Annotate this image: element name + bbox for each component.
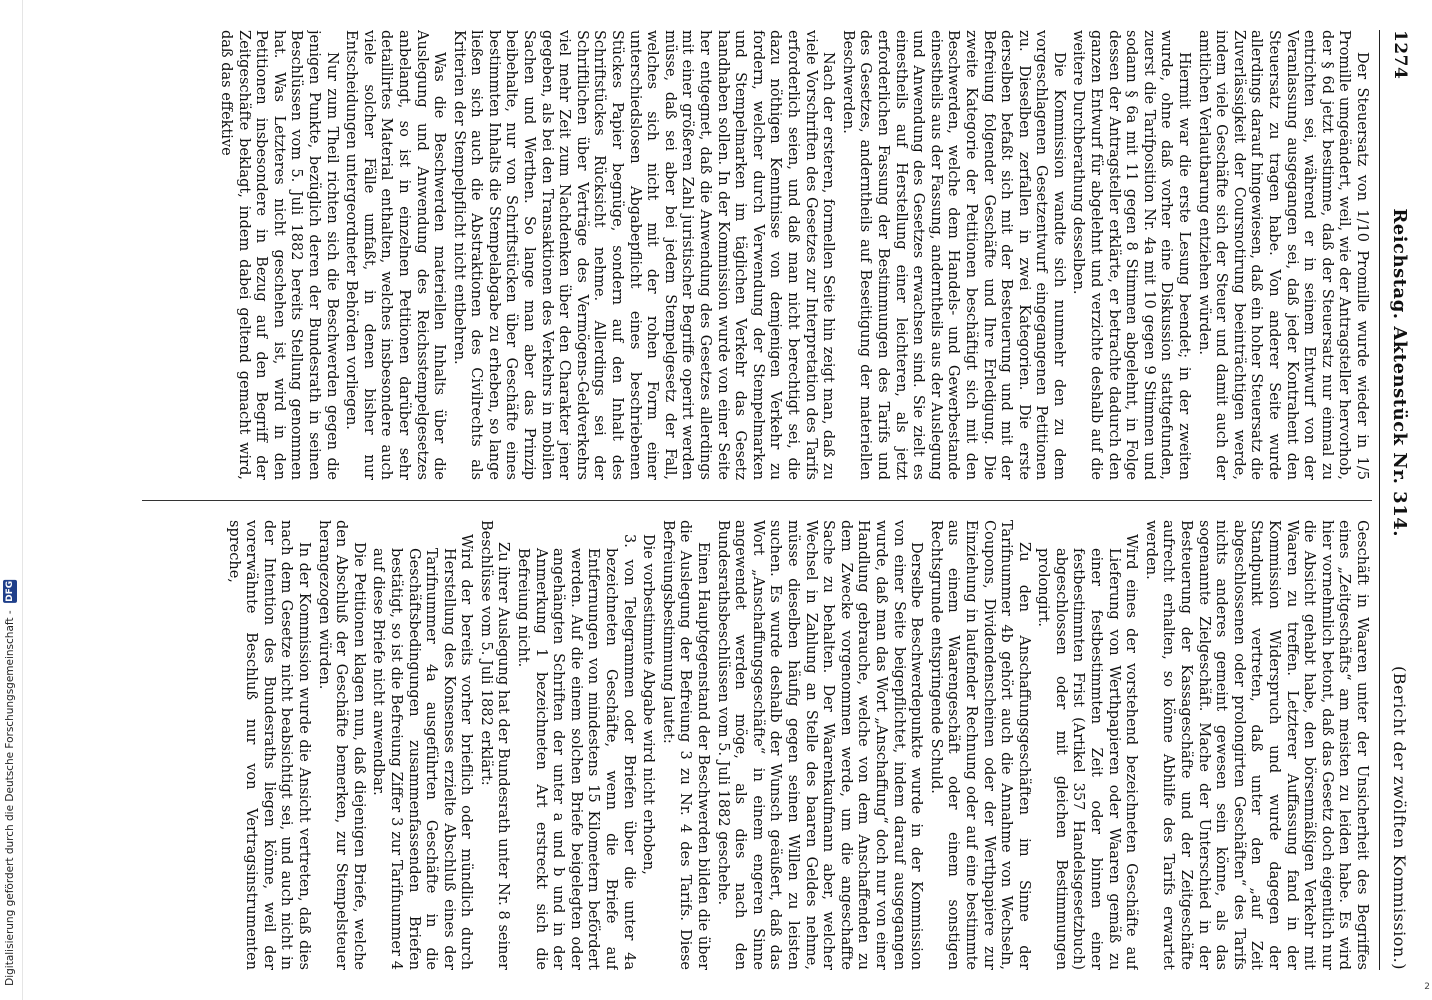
quoted-provision: 3. von Telegrammen oder Briefen über die unter 4a bezeichneten Geschäfte, wenn die Briefe auf Entfernungen von mindestens 15 Kilometern befördert werden. Auf die einem solchen Briefe beigelegten oder angehängten Schriften der unter a und b und in der Anmerkung 1 bezeichneten Art erstreckt sich die Befreiung nicht. [515, 534, 637, 970]
paragraph: Der Steuersatz von 1/10 Promille wurde wieder in 1/5 Promille umgeändert, weil, wie der Antragsteller hervorhob, der § 6d jetzt bestimme, daß der Steuersatz nur einmal zu entrichten sei, während er in seinem Entwurf von der Veranlassung ausgegangen sei, daß jeder Kontrahent den Steuersatz zu tragen habe. Von anderer Seite wurde allerdings darauf hingewiesen, daß ein hoher Steuersatz die Zuverlässigkeit der Coursnotirung beeinträchtigen werde, indem viele Geschäfte sich der Steuer und damit auch der amtlichen Verlautbarung entziehen würden. [1195, 30, 1370, 480]
paragraph: Zu ihrer Auslegung hat der Bundesrath unter Nr. 8 seiner Beschlüsse vom 5. Juli 1882 erklärt: [477, 520, 512, 970]
paragraph: Die Petitionen klagen nun, daß diejenigen Briefe, welche den Abschluß der Geschäfte bemerken, zur Stempelsteuer herangezogen würden. [315, 520, 367, 970]
right-text-column [140, 520, 1370, 970]
paragraph: Nach der ersteren, formellen Seite hin zeigt man, daß zu viele Vorschriften des Gesetzes zur Interpretation des Tarifs erforderlich seien, und daß man nicht berechtigt sei, die dazu nöthigen Kenntnisse von demjenigen Verkehr zu fordern, welcher durch Verwendung der Stempelmarken und Stempelmarken im täglichen Verkehr das Gesetz handhaben sollen. In der Kommission wurde von einer Seite her entgegnet, daß die Anwendung des Gesetzes allerdings mit einer größeren Zahl juristischer Begriffe operirt werden müsse, daß sei aber bei jedem Stempelgesetz der Fall, welches sich nicht mit der rohen Form einer unterschiedslosen Abgabepflicht eines beschriebenen Stückes Papier begnüge, sondern auf den Inhalt des Schriftstückes Rücksicht nehme. Allerdings sei der Schriftlichen über Verträge des Vermögens-Geldverkehrs viel mehr Zeit zum Nachdenken über den Charakter jener gegeben, als bei den Transaktionen des Verkehrs in mobilen Sachen und Werthen. So lange man aber das Prinzip beibehalte, nur von Schriftstücken über Geschäfte eines bestimmten Inhalts die Stempelabgabe zu erheben, so lange ließen sich auch die Abstraktionen des Civilrechts als Kriterien der Stempelpflicht nicht entbehren. [450, 30, 837, 480]
rotated-scan [130, 30, 1420, 970]
quoted-provision: Wird der bereits vorher brieflich oder mündlich durch Herstellung des Konsenses erzielte Abschluß eines der Tarifnummer 4a ausgeführten Geschäfte in die Geschäftsbedingungen zusammenfassenden Briefen bestätigt, so ist die Befreiung Ziffer 3 zur Tarifnummer 4 auf diese Briefe nicht anwendbar. [370, 534, 475, 970]
dfg-logo: DFG [5, 581, 15, 603]
paragraph: Hiermit war die erste Lesung beendet; in der zweiten wurde, ohne daß vorher eine Diskussion stattgefunden, zuerst die Tarifposition Nr. 4a mit 10 gegen 9 Stimmen und sodann § 6a mit 11 gegen 8 Stimmen abgelehnt, in Folge dessen der Antragsteller erklärte, er betrachte dadurch den ganzen Entwurf für abgelehnt und verzichte deshalb auf die weitere Durchberathung desselben. [1070, 30, 1193, 480]
paragraph: In der Kommission wurde die Ansicht vertreten, daß dies nach dem Gesetze nicht beabsichtigt sei, und auch nicht in der Intention des Bundesraths liegen könne, weil der vorerwähnte Beschluß nur von Vertragsinstrumenten spreche, [225, 520, 312, 970]
paragraph: Was die Beschwerden materiellen Inhalts über die Auslegung und Anwendung des Reichsstempelgesetzes anbelangt, so ist in einzelnen Petitionen darüber sehr detaillirtes Material enthalten, welches insbesondere auch viele solcher Fälle umfaßt, in denen bisher nur Entscheidungen untergeordneter Behörden vorliegen. [343, 30, 448, 480]
page-header [1379, 30, 1420, 970]
digitization-credit [3, 580, 17, 986]
paragraph: Zu den Anschaffungsgeschäften im Sinne der Tarifnummer 4b gehört auch die Annahme von Wechseln, Coupons, Dividendenscheinen oder der Werthpapiere zur Einziehung in laufender Rechnung oder auf eine bestimmte aus einem Waarengeschäft oder einem sonstigen Rechtsgrunde entspringende Schuld. [927, 520, 1032, 970]
report-title: (Bericht der zwölften Kommission.) [1390, 666, 1410, 970]
quoted-provision: Die vorbestimmte Abgabe wird nicht erhoben, [640, 534, 657, 875]
paragraph: Die Kommission wandte sich nunmehr den zu dem vorgeschlagenen Gesetzentwurf eingegangenen Petitionen zu. Dieselben zerfallen in zwei Kategorien. Die erste derselben befaßt sich mit der Besteuerung und mit der Befreiung folgender Geschäfte und Ihre Erledigung. Die zweite Kategorie der Petitionen beschäftigt sich mit den Beschwerden, welche dem Handels- und Gewerbestande einestheils aus der Fassung, anderntheils aus der Auslegung und Anwendung des Gesetzes erwachsen sind. Sie zielt es einestheils auf Herstellung einer leichteren, als jetzt erforderlichen Fassung der Bestimmungen des Tarifs und des Gesetzes, anderntheils auf Beseitigung der materiellen Beschwerden. [839, 30, 1067, 480]
left-text-column [140, 30, 1370, 480]
column-divider [142, 500, 1372, 501]
paragraph: Geschäft in Waaren unter der Unsicherheit des Begriffes eines „Zeitgeschäfts“ am meisten zu leiden habe. Es wird hier vornehmlich betont, daß das Gesetz doch eigentlich nur die Absicht gehabt habe, den börsenmäßigen Verkehr mit Waaren zu treffen. Letzterer Auffassung fand in der Kommission Widerspruch und wurde dagegen der Standpunkt vertreten, daß unter den „auf Zeit abgeschlossenen oder prolongirten Geschäften“ des Tarifs nichts anderes gemeint gewesen sein könne, als das sogenannte Zielgeschäft. Mache der Unterschied in der Besteuerung der Kassageschäfte und der Zeitgeschäfte aufrecht erhalten, so könne Abhilfe des Tarifs erwartet werden. [1142, 520, 1370, 970]
page-number: 1274 [1390, 30, 1410, 80]
document-title: Reichstag. Aktenstück Nr. 314. [1389, 208, 1411, 538]
paragraph: Derselbe Beschwerdepunkte wurde in der Kommission von einer Seite beigepflichtet, indem darauf ausgegangen wurde, daß man das Wort „Anschaffung“ doch nur von einer Handlung gebrauche, welche von dem Anschaffenden zu dem Zwecke vorgenommen werde, um die angeschaffte Sache zu behalten. Der Waarenkaufmann aber, welcher Wechsel in Zahlung an Stelle des baaren Geldes nehme, müsse dieselben häufig gegen seinen Willen zu leisten suchen. Es wurde deshalb der Wunsch geäußert, daß das Wort „Anschaffungsgeschäfte“ in einem engeren Sinne angewendet werden möge, als dies nach den Bundesrathsbeschlüssen vom 5. Juli 1882 geschehe. [714, 520, 925, 970]
paragraph: Einen Hauptgegenstand der Beschwerden bilden die über die Auslegung der Befreiung 3 zu Nr. 4 des Tarifs. Diese Befreiungsbestimmung lautet: [659, 520, 712, 970]
corner-mark: 2 [1424, 982, 1430, 992]
credit-text: Digitalisierung gefördert durch die Deutsche Forschungsgemeinschaft - [4, 610, 16, 986]
paragraph: Nur zum Theil richten sich die Beschwerden gegen die jenigen Punkte, bezüglich deren der Bundesrath in seinen Beschlüssen vom 5. Juli 1882 bereits Stellung genommen hat. Was Letzteres nicht geschehen ist, wird in den Petitionen insbesondere in Bezug auf den Begriff der Zeitgeschäfte beklagt, indem dabei geltend gemacht wird, daß das effektive [218, 30, 340, 480]
quoted-provision: Wird eines der vorstehend bezeichneten Geschäfte auf Lieferung von Werthpapieren oder Waaren gemäß zu einer festbestimmten Zeit oder binnen einer festbestimmten Frist (Artikel 357 Handelsgesetzbuch) abgeschlossen oder mit gleichen Bestimmungen prolongirt. [1035, 534, 1140, 970]
digitization-sidebar [0, 0, 23, 1000]
